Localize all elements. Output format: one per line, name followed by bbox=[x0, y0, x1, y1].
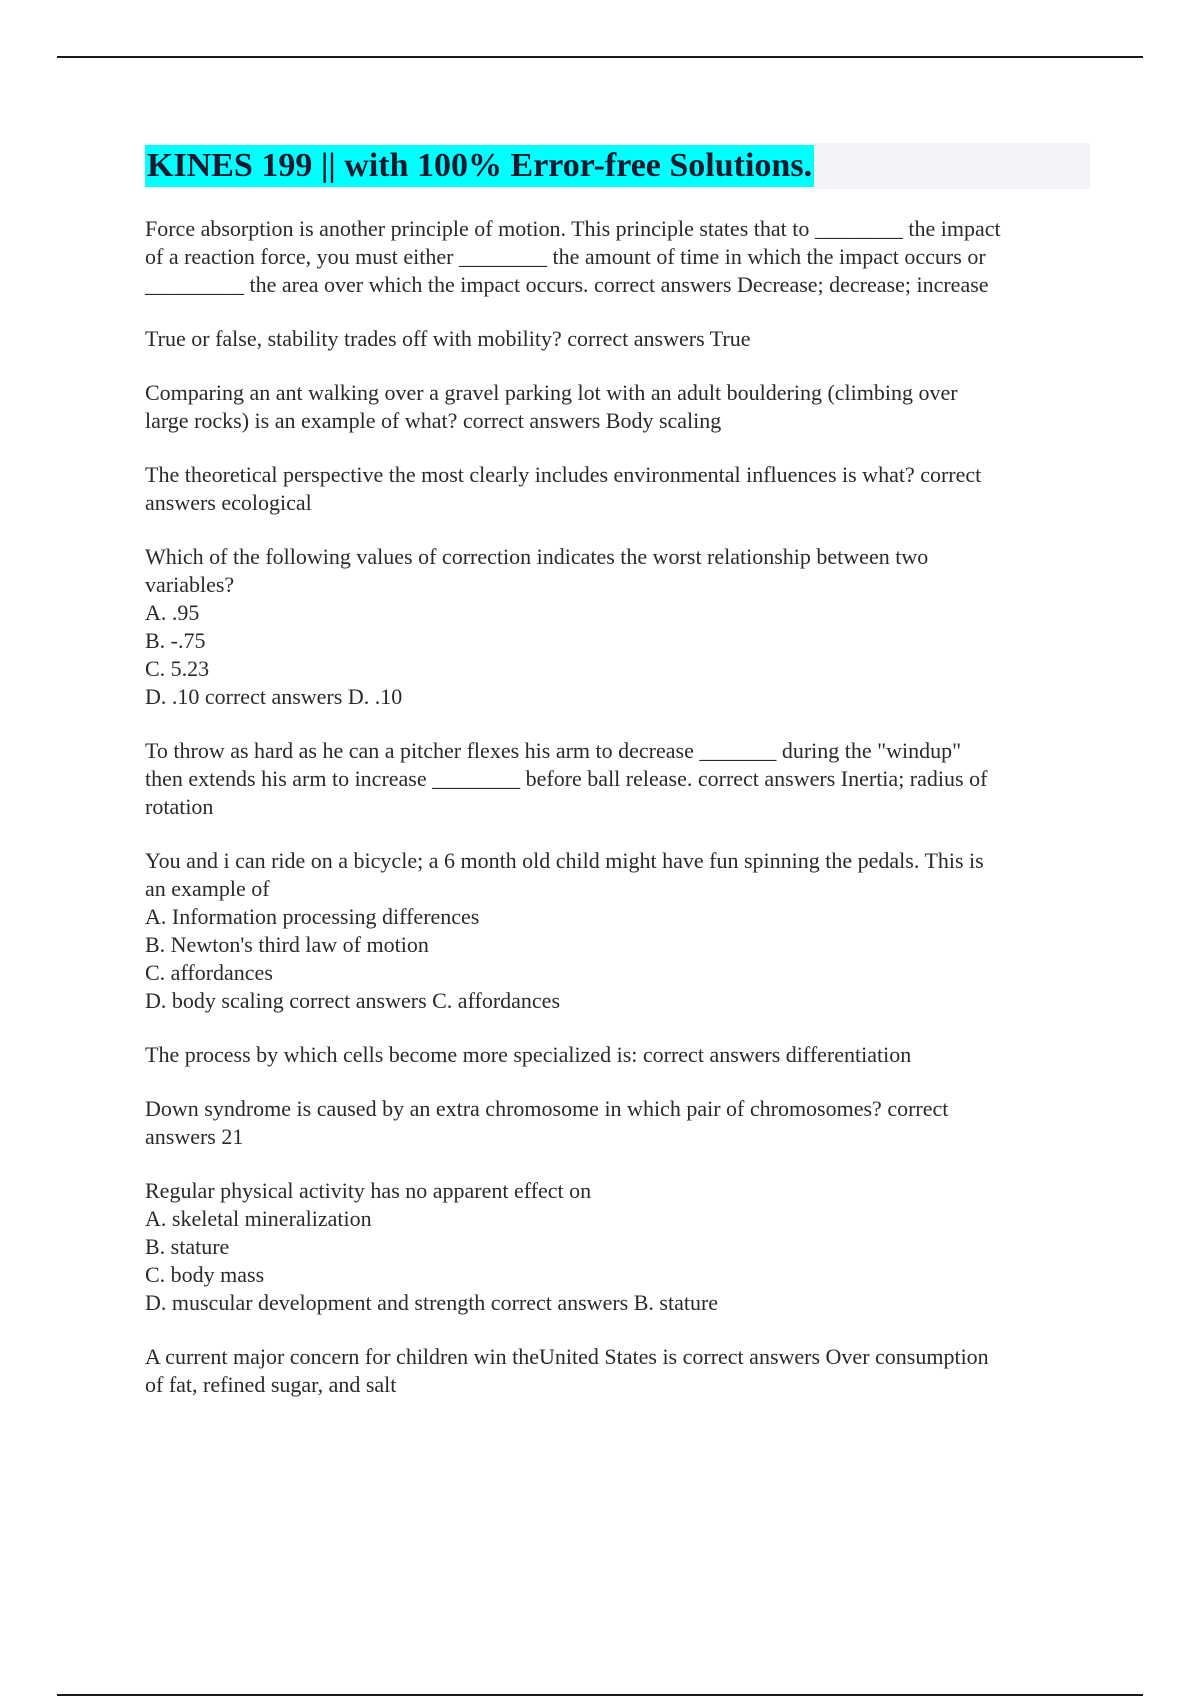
qa-line: answers ecological bbox=[145, 490, 312, 515]
document-body bbox=[145, 143, 1090, 1425]
qa-line: then extends his arm to increase ________ before ball release. correct answers Inertia; radius of bbox=[145, 766, 988, 791]
qa-option: C. affordances bbox=[145, 960, 273, 985]
qa-line: You and i can ride on a bicycle; a 6 month old child might have fun spinning the pedals. This is bbox=[145, 848, 984, 873]
qa-line: of fat, refined sugar, and salt bbox=[145, 1372, 397, 1397]
qa-line: Down syndrome is caused by an extra chromosome in which pair of chromosomes? correct bbox=[145, 1096, 949, 1121]
qa-line: Which of the following values of correction indicates the worst relationship between two bbox=[145, 544, 929, 569]
qa-option: D. muscular development and strength correct answers B. stature bbox=[145, 1290, 719, 1315]
qa-line: A current major concern for children win theUnited States is correct answers Over consumption bbox=[145, 1344, 989, 1369]
qa-item bbox=[145, 737, 1090, 821]
qa-item bbox=[145, 461, 1090, 517]
qa-option: B. Newton's third law of motion bbox=[145, 932, 429, 957]
qa-item bbox=[145, 1177, 1090, 1317]
qa-item bbox=[145, 1343, 1090, 1399]
qa-option: A. .95 bbox=[145, 600, 200, 625]
qa-option: C. 5.23 bbox=[145, 656, 210, 681]
bottom-rule bbox=[57, 1694, 1143, 1696]
qa-line: Comparing an ant walking over a gravel parking lot with an adult bouldering (climbing over bbox=[145, 380, 958, 405]
qa-option: B. -.75 bbox=[145, 628, 206, 653]
qa-item bbox=[145, 1041, 1090, 1069]
qa-line: variables? bbox=[145, 572, 235, 597]
qa-option: A. skeletal mineralization bbox=[145, 1206, 372, 1231]
qa-line: The theoretical perspective the most clearly includes environmental influences is what? correct bbox=[145, 462, 982, 487]
qa-item bbox=[145, 847, 1090, 1015]
qa-line: rotation bbox=[145, 794, 214, 819]
qa-item bbox=[145, 1095, 1090, 1151]
qa-item bbox=[145, 325, 1090, 353]
qa-line: an example of bbox=[145, 876, 270, 901]
qa-line: large rocks) is an example of what? correct answers Body scaling bbox=[145, 408, 722, 433]
qa-item bbox=[145, 215, 1090, 299]
qa-line: of a reaction force, you must either ________ the amount of time in which the impact occurs or bbox=[145, 244, 986, 269]
title-bar bbox=[145, 143, 1090, 189]
qa-item bbox=[145, 543, 1090, 711]
qa-option: D. body scaling correct answers C. affordances bbox=[145, 988, 561, 1013]
qa-option: D. .10 correct answers D. .10 bbox=[145, 684, 403, 709]
qa-line: Force absorption is another principle of motion. This principle states that to ________ the impact bbox=[145, 216, 1001, 241]
qa-option: B. stature bbox=[145, 1234, 230, 1259]
document-title: KINES 199 || with 100% Error-free Solutions. bbox=[145, 145, 814, 187]
qa-option: A. Information processing differences bbox=[145, 904, 480, 929]
qa-option: C. body mass bbox=[145, 1262, 265, 1287]
qa-line: Regular physical activity has no apparent effect on bbox=[145, 1178, 592, 1203]
qa-line: answers 21 bbox=[145, 1124, 244, 1149]
qa-line: To throw as hard as he can a pitcher flexes his arm to decrease _______ during the "windup" bbox=[145, 738, 962, 763]
top-rule bbox=[57, 56, 1143, 58]
qa-item bbox=[145, 379, 1090, 435]
qa-line: The process by which cells become more specialized is: correct answers differentiation bbox=[145, 1042, 912, 1067]
qa-line: True or false, stability trades off with mobility? correct answers True bbox=[145, 326, 751, 351]
qa-line: _________ the area over which the impact occurs. correct answers Decrease; decrease; increase bbox=[145, 272, 989, 297]
